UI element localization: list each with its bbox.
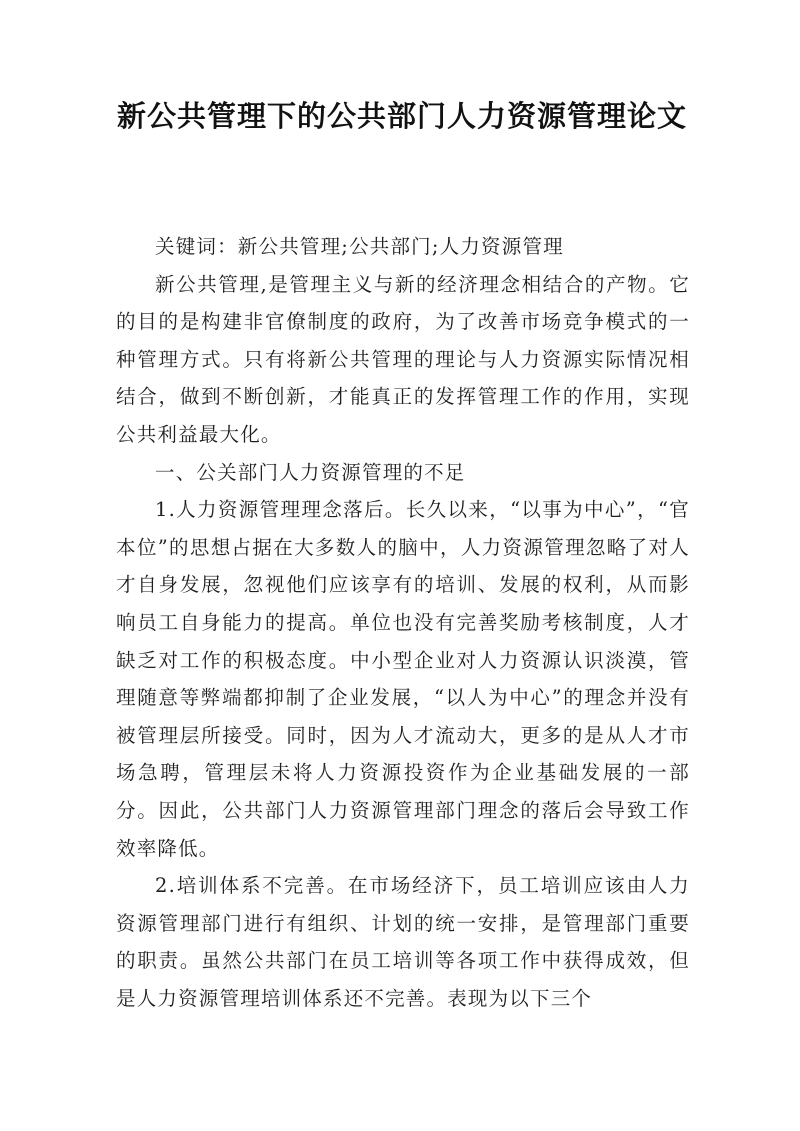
document-body: [116, 228, 690, 1017]
intro-paragraph: 新公共管理,是管理主义与新的经济理念相结合的产物。它的目的是构建非官僚制度的政府，为了改善市场竞争模式的一种管理方式。只有将新公共管理的理论与人力资源实际情况相结合，做到不断创新，才能真正的发挥管理工作的作用，实现公共利益最大化。: [116, 272, 690, 446]
body-paragraph: 2.培训体系不完善。在市场经济下，员工培训应该由人力资源管理部门进行有组织、计划的统一安排，是管理部门重要的职责。虽然公共部门在员工培训等各项工作中获得成效，但是人力资源管理培训体系还不完善。表现为以下三个: [116, 874, 690, 1010]
keywords-line: 关键词：新公共管理;公共部门;人力资源管理: [155, 235, 564, 258]
section-heading: 一、公关部门人力资源管理的不足: [155, 460, 466, 484]
body-paragraph: 1.人力资源管理理念落后。长久以来，“以事为中心”，“官本位”的思想占据在大多数人的脑中，人力资源管理忽略了对人才自身发展，忽视他们应该享有的培训、发展的权利，从而影响员工自身能力的提高。单位也没有完善奖励考核制度，人才缺乏对工作的积极态度。中小型企业对人力资源认识淡漠，管理随意等弊端都抑制了企业发展，“以人为中心”的理念并没有被管理层所接受。同时，因为人才流动大，更多的是从人才市场急聘，管理层未将人力资源投资作为企业基础发展的一部分。因此，公共部门人力资源管理部门理念的落后会导致工作效率降低。: [116, 498, 690, 860]
document-title: 新公共管理下的公共部门人力资源管理论文: [116, 99, 687, 133]
